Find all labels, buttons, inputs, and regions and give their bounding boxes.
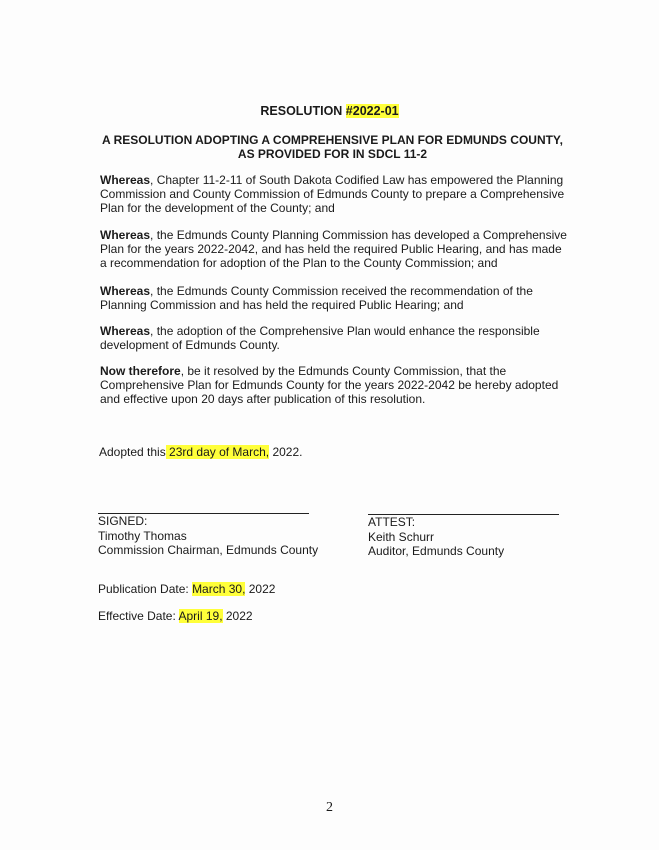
effective-date-line	[98, 609, 253, 623]
whereas-paragraph-3	[100, 284, 570, 312]
whereas-paragraph-4	[100, 324, 570, 352]
paragraph-lead: Whereas	[100, 324, 151, 338]
subtitle-line-1: A RESOLUTION ADOPTING A COMPREHENSIVE PLAN FOR EDMUNDS COUNTY,	[102, 133, 563, 147]
resolution-subtitle	[60, 133, 605, 161]
attest-block	[368, 515, 504, 559]
publication-date: March 30,	[192, 582, 246, 596]
adopted-date: 23rd day of March,	[165, 445, 270, 459]
signed-label: SIGNED:	[98, 514, 148, 528]
paragraph-lead: Whereas	[100, 284, 151, 298]
paragraph-lead: Whereas	[100, 228, 151, 242]
whereas-paragraph-2	[100, 228, 570, 270]
signed-name: Timothy Thomas	[98, 528, 187, 543]
publication-label: Publication Date:	[98, 582, 193, 596]
paragraph-text: , the Edmunds County Commission received the recommendation of the Planning Commission and has held the required Public Hearing; and	[100, 284, 533, 312]
resolved-paragraph	[100, 364, 570, 406]
resolution-number: #2022-01	[345, 104, 399, 118]
attest-label: ATTEST:	[368, 515, 416, 529]
paragraph-text: , the adoption of the Comprehensive Plan would enhance the responsible development of Edmunds County.	[100, 324, 540, 352]
signed-block	[98, 514, 318, 558]
title-prefix: RESOLUTION	[260, 104, 346, 118]
paragraph-text: , the Edmunds County Planning Commission has developed a Comprehensive Plan for the years 2022-2042, and has held the required Public Hearing, and has made a recommendation for adoption of the Plan to the County Commission; and	[100, 228, 567, 270]
paragraph-text: , be it resolved by the Edmunds County Commission, that the Comprehensive Plan for Edmunds County for the years 2022-2042 be hereby adopted and effective upon 20 days after publication of this resolution.	[100, 364, 559, 406]
attest-role: Auditor, Edmunds County	[368, 544, 505, 558]
page-number: 2	[326, 800, 333, 815]
signed-role: Commission Chairman, Edmunds County	[98, 543, 319, 557]
effective-date: April 19,	[178, 609, 223, 623]
adopted-prefix: Adopted this	[99, 445, 166, 459]
paragraph-lead: Whereas	[100, 173, 151, 187]
whereas-paragraph-1	[100, 173, 570, 215]
paragraph-lead: Now therefore	[100, 364, 181, 378]
effective-year: 2022	[222, 609, 253, 623]
attest-name: Keith Schurr	[368, 529, 435, 544]
publication-year: 2022	[245, 582, 276, 596]
effective-label: Effective Date:	[98, 609, 179, 623]
adopted-suffix: 2022.	[269, 445, 303, 459]
subtitle-line-2: AS PROVIDED FOR IN SDCL 11-2	[237, 147, 428, 161]
publication-date-line	[98, 582, 275, 596]
adopted-date-line	[99, 445, 302, 459]
resolution-title	[0, 104, 659, 118]
paragraph-text: , Chapter 11-2-11 of South Dakota Codified Law has empowered the Planning Commission and County Commission of Edmunds County to prepare a Comprehensive Plan for the development of the County; and	[100, 173, 565, 215]
